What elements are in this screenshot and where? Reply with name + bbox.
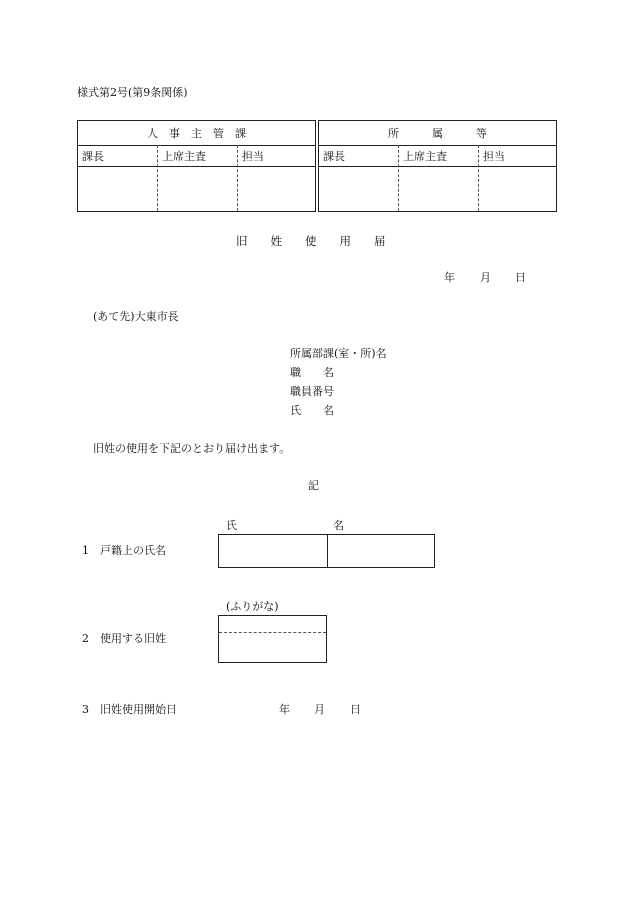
aff-stamp-staff[interactable]: [479, 168, 557, 212]
hr-col-staff: 担当: [238, 145, 316, 167]
aff-col-senior: 上席主査: [399, 145, 479, 167]
affiliation-group: [318, 120, 557, 212]
aff-stamp-senior[interactable]: [399, 168, 478, 212]
ki-marker: 記: [308, 479, 319, 492]
item2-number: 2: [82, 632, 89, 645]
date-year-label: 年: [444, 271, 455, 284]
hr-stamp-senior[interactable]: [158, 168, 237, 212]
hr-dept-title: 人 事 主 管 課: [78, 121, 315, 146]
item1-label: 戸籍上の氏名: [100, 544, 166, 557]
surname-header: 氏: [226, 519, 237, 532]
given-name-field[interactable]: [328, 535, 434, 567]
start-date-year-label: 年: [279, 703, 290, 716]
aff-col-chief: 課長: [319, 145, 399, 167]
hr-dept-group: [77, 120, 316, 212]
former-surname-box: [218, 615, 327, 663]
applicant-department-label: 所属部課(室・所)名: [290, 347, 387, 360]
date-day-label: 日: [515, 271, 526, 284]
item3-label: 旧姓使用開始日: [100, 703, 177, 716]
former-surname-field[interactable]: [219, 633, 326, 662]
furigana-field[interactable]: [219, 616, 326, 631]
hr-col-chief: 課長: [78, 145, 158, 167]
document-title: 旧 姓 使 用 届: [236, 234, 386, 248]
legal-name-box: [218, 534, 435, 568]
start-date-month-label: 月: [314, 703, 325, 716]
hr-stamp-staff[interactable]: [238, 168, 316, 212]
addressee: (あて先)大東市長: [93, 310, 179, 323]
given-name-header: 名: [333, 519, 344, 532]
form-number: 様式第2号(第9条関係): [77, 86, 188, 99]
furigana-label: (ふりがな): [226, 600, 279, 613]
statement: 旧姓の使用を下記のとおり届け出ます。: [93, 442, 291, 455]
item3-number: 3: [82, 703, 89, 716]
applicant-name-label: 氏 名: [290, 404, 334, 417]
approval-table: [77, 120, 557, 212]
hr-stamp-chief[interactable]: [78, 168, 157, 212]
affiliation-title: 所 属 等: [319, 121, 556, 146]
date-month-label: 月: [480, 271, 491, 284]
start-date-day-label: 日: [350, 703, 361, 716]
item2-label: 使用する旧姓: [100, 632, 166, 645]
item1-number: 1: [82, 544, 89, 557]
aff-stamp-chief[interactable]: [319, 168, 398, 212]
aff-col-staff: 担当: [479, 145, 557, 167]
hr-col-senior: 上席主査: [158, 145, 238, 167]
applicant-employee-number-label: 職員番号: [290, 385, 334, 398]
surname-field[interactable]: [219, 535, 326, 567]
applicant-position-label: 職 名: [290, 366, 334, 379]
